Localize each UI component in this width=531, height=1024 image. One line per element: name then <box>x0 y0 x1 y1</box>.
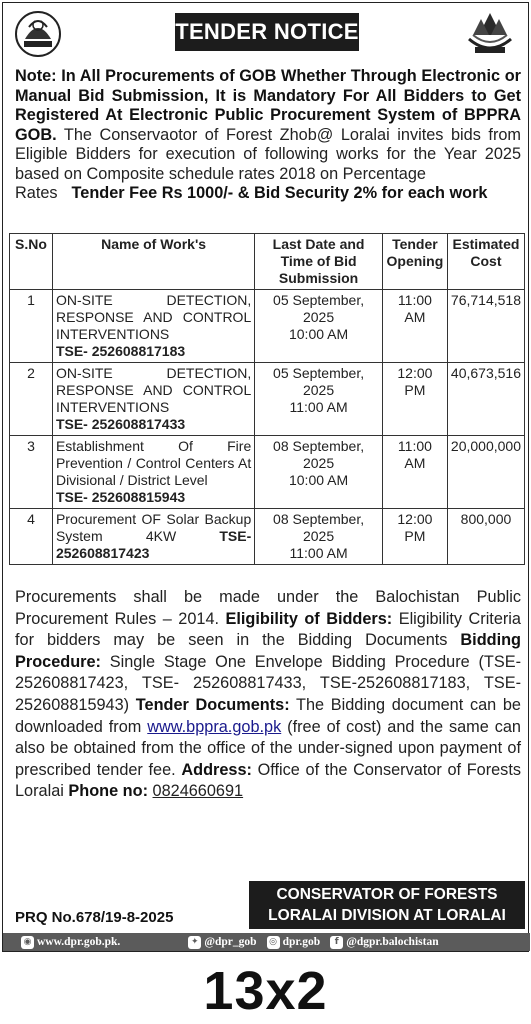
procurement-rules-text: Procurements shall be made under the Balochistan Public Procurement Rules – 2014. <box>15 588 521 628</box>
submission-date: 05 September, 2025 <box>273 365 365 398</box>
documents-text-2: (free of cost) and the same can also be obtained from the office of the under-signed upon payment of prescribed tender fee. <box>15 717 521 779</box>
table-row <box>10 436 525 509</box>
documents-text: The Bidding document can be downloaded from <box>15 695 521 736</box>
forest-department-logo <box>463 9 517 59</box>
header-work: Name of Work's <box>52 234 254 290</box>
web-text: www.dpr.gob.pk. <box>37 936 121 948</box>
row-work <box>52 363 254 436</box>
signatory-box <box>249 881 525 929</box>
eligibility-label: Eligibility of Bidders: <box>225 609 393 628</box>
work-name: ON-SITE DETECTION, RESPONSE AND CONTROL INTERVENTIONS <box>55 365 252 415</box>
header-cost: Estimated Cost <box>447 234 524 290</box>
work-tse: TSE- 252608817433 <box>55 416 186 432</box>
row-sno: 2 <box>10 363 53 436</box>
row-opening: 12:00 PM <box>382 363 447 436</box>
table-row <box>10 363 525 436</box>
header-opening: Tender Opening <box>382 234 447 290</box>
row-cost: 40,673,516 <box>447 363 524 436</box>
prq-number: PRQ No.678/19-8-2025 <box>15 909 174 926</box>
row-date <box>255 509 383 565</box>
documents-label: Tender Documents: <box>135 695 290 714</box>
intro-note-bold: Note: In All Procurements of GOB Whether Through Electronic or Manual Bid Submission, It is Mandatory For All Bidders to Get Registered At Electronic Public Procurement System of BPPRA GOB. <box>15 67 521 144</box>
row-cost: 800,000 <box>447 509 524 565</box>
row-date <box>255 436 383 509</box>
row-sno: 1 <box>10 290 53 363</box>
intro-note <box>15 67 521 204</box>
row-cost: 76,714,518 <box>447 290 524 363</box>
submission-date: 08 September, 2025 <box>273 438 365 471</box>
signatory-line-1: CONSERVATOR OF FORESTS <box>276 886 498 903</box>
procurement-details <box>15 587 521 803</box>
work-tse: TSE- 252608815943 <box>55 489 186 505</box>
submission-date: 05 September, 2025 <box>273 292 365 325</box>
row-date <box>255 363 383 436</box>
facebook-handle: @dgpr.balochistan <box>346 936 439 948</box>
procedure-text: Single Stage One Envelope Bidding Procedure (TSE-252608817423, TSE- 252608817433, TSE-252608817183, TSE-252608815943) <box>15 652 521 714</box>
procedure-label: Bidding Procedure: <box>15 631 521 671</box>
submission-time: 11:00 AM <box>289 545 348 561</box>
web-item[interactable] <box>21 936 120 949</box>
instagram-handle: dpr.gob <box>282 936 321 948</box>
row-sno: 3 <box>10 436 53 509</box>
submission-date: 08 September, 2025 <box>273 511 365 544</box>
page-title: TENDER NOTICE <box>175 13 359 51</box>
submission-time: 11:00 AM <box>289 399 348 415</box>
row-work <box>52 436 254 509</box>
work-name: ON-SITE DETECTION, RESPONSE AND CONTROL INTERVENTIONS <box>55 292 252 342</box>
tender-fee: Tender Fee Rs 1000/- & Bid Security 2% for each work <box>71 184 488 202</box>
address-label: Address: <box>181 760 252 779</box>
eligibility-text: Eligibility Criteria for bidders may be seen in the Bidding Documents <box>15 609 521 650</box>
bppra-website-link[interactable]: www.bppra.gob.pk <box>147 717 282 736</box>
address-text: Office of the Conservator of Forests Loralai <box>15 760 521 801</box>
social-bar <box>3 933 530 951</box>
instagram-icon: ◎ <box>267 936 280 949</box>
work-name: Establishment Of Fire Prevention / Control Centers At Divisional / District Level <box>55 438 252 488</box>
work-name: Procurement OF Solar Backup System 4KW <box>55 511 252 544</box>
phone-label: Phone no: <box>68 782 148 801</box>
row-sno: 4 <box>10 509 53 565</box>
intro-body: The Conservaotor of Forest Zhob@ Loralai invites bids from Eligible Bidders for execution of following works for the Year 2025 based on Composite schedule rates 2018 on Percentage <box>15 125 521 183</box>
phone-number[interactable]: 0824660691 <box>152 782 244 801</box>
twitter-handle: @dpr_gob <box>204 936 257 948</box>
twitter-item[interactable] <box>188 936 256 949</box>
submission-time: 10:00 AM <box>288 472 349 488</box>
row-work <box>52 290 254 363</box>
ad-size-label: 13x2 <box>203 961 328 1021</box>
row-opening: 12:00 PM <box>382 509 447 565</box>
work-tse: TSE- 252608817183 <box>55 343 186 359</box>
row-opening: 11:00 AM <box>382 290 447 363</box>
table-row <box>10 509 525 565</box>
twitter-icon: ✦ <box>188 936 201 949</box>
rates-word: Rates <box>15 184 58 202</box>
table-row <box>10 290 525 363</box>
balochistan-emblem-logo <box>11 9 65 59</box>
row-work <box>52 509 254 565</box>
row-opening: 11:00 AM <box>382 436 447 509</box>
globe-icon: ◉ <box>21 936 34 949</box>
facebook-item[interactable] <box>330 936 438 949</box>
row-cost: 20,000,000 <box>447 436 524 509</box>
signatory-line-2: LORALAI DIVISION AT LORALAI <box>268 907 506 924</box>
submission-time: 10:00 AM <box>288 326 349 342</box>
facebook-icon: f <box>330 936 343 949</box>
instagram-item[interactable] <box>267 936 321 949</box>
header-sno: S.No <box>10 234 53 290</box>
table-header-row <box>10 234 525 290</box>
tender-table <box>9 233 525 565</box>
fee-line <box>15 184 521 204</box>
tender-notice <box>2 2 529 952</box>
row-date <box>255 290 383 363</box>
header-date: Last Date and Time of Bid Submission <box>255 234 383 290</box>
work-tse: TSE- 252608817423 <box>55 528 252 561</box>
